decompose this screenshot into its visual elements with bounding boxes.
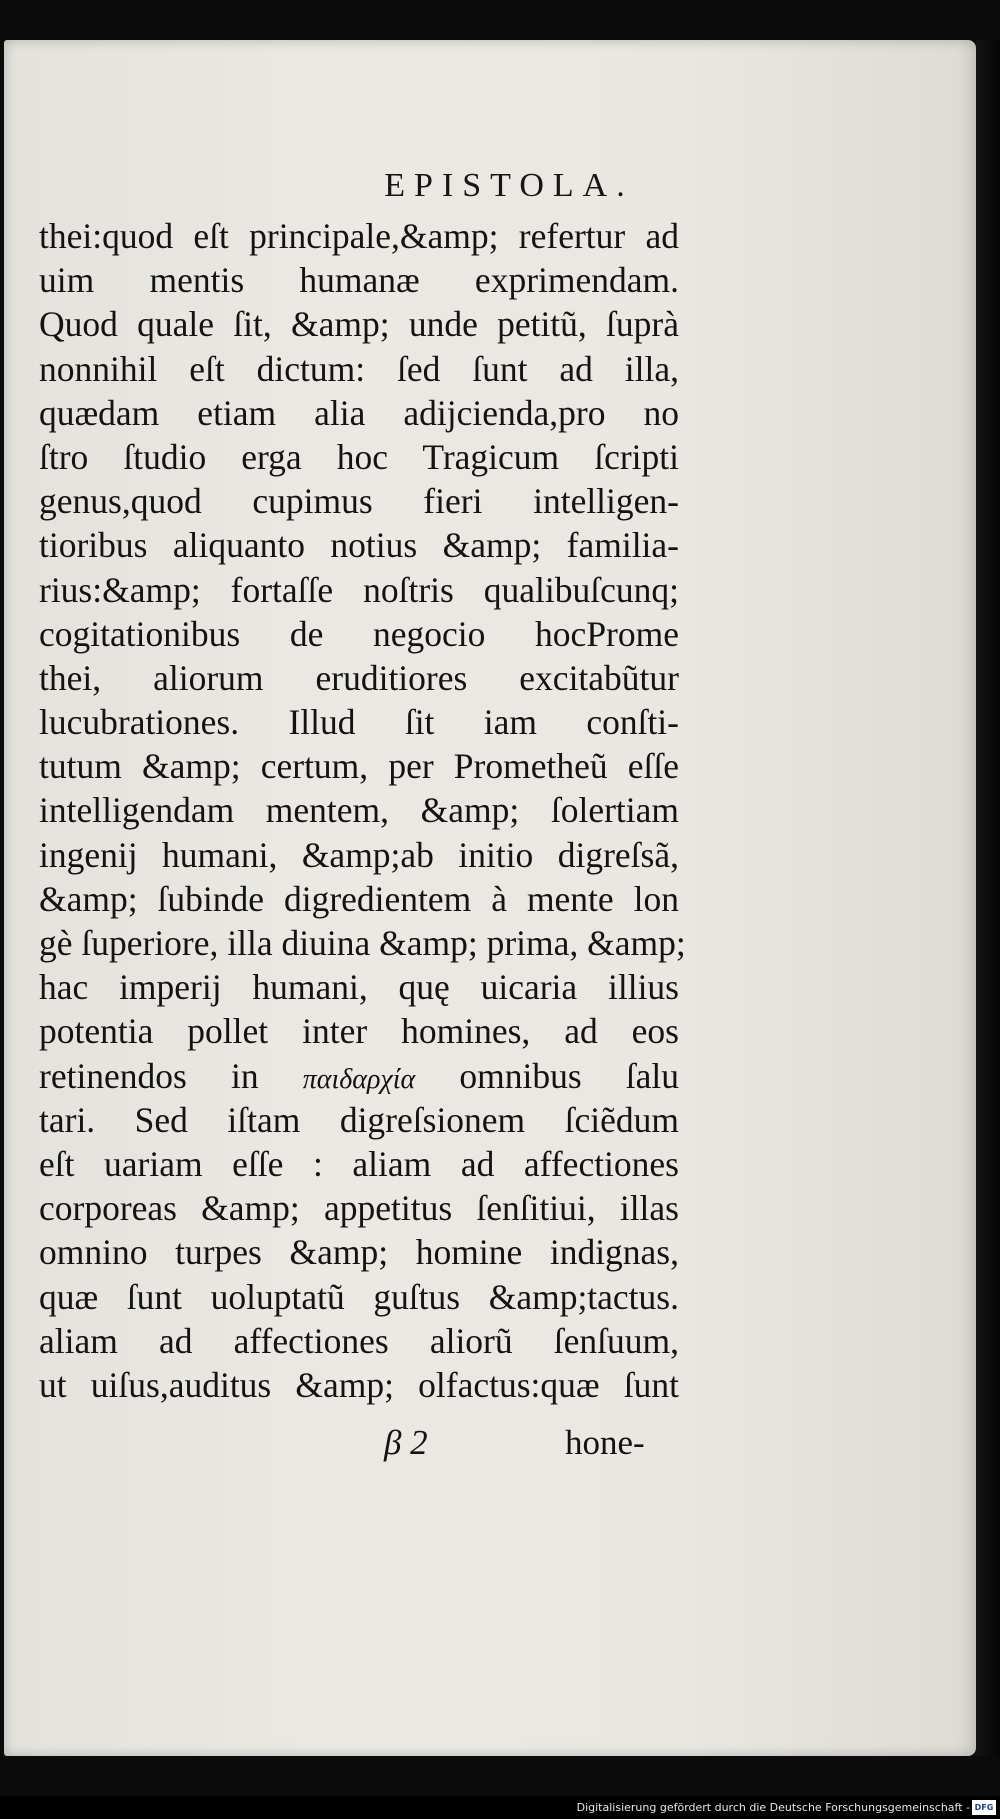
dfg-logo-icon: DFG [972,1800,996,1815]
text-line: cogitationibus de negocio hocProme [39,613,679,654]
text-line: omnino turpes &amp; homine indignas, [39,1232,679,1273]
text-line: lucubrationes. Illud ſit iam conſti- [39,702,679,743]
digitization-credit: Digitalisierung gefördert durch die Deutsche Forschungsgemeinschaft - [576,1801,970,1814]
text-line: thei:quod eſt principale,&amp; refertur ad [39,216,679,256]
text-line: quædam etiam alia adijcienda,pro no [39,392,679,433]
text-line: &amp; ſubinde digredientem à mente lon [39,878,679,919]
text-line: potentia pollet inter homines, ad eos [39,1011,679,1052]
signature-mark: β 2 [384,1423,428,1462]
text-line: rius:&amp; fortaſſe noſtris qualibuſcunq; [39,569,679,610]
text-line: Quod quale ſit, &amp; unde petitũ, ſuprà [39,304,679,345]
text-line: ingenij humani, &amp;ab initio digreſsã, [39,834,679,875]
text-line: nonnihil eſt dictum: ſed ſunt ad illa, [39,348,679,389]
body-text [39,214,686,1407]
text-line: tutum &amp; certum, per Prometheũ eſſe [39,746,679,787]
text-line: corporeas &amp; appetitus ſenſitiui, illas [39,1188,679,1229]
greek-word: παιδαρχία [302,1063,416,1095]
text-line: gè ſuperiore, illa diuina &amp; prima, &amp; [39,923,686,963]
text-line: ſtro ſtudio erga hoc Tragicum ſcripti [39,436,679,477]
text-line: hac imperij humani, quę uicaria illius [39,967,679,1008]
text-line: ut uiſus,auditus &amp; olfactus:quæ ſunt [39,1364,679,1405]
catchword: hone- [565,1423,645,1462]
text-line: quæ ſunt uoluptatũ guſtus &amp;tactus. [39,1276,679,1317]
text-line: thei, aliorum eruditiores excitabũtur [39,657,679,698]
text-line: eſt uariam eſſe : aliam ad affectiones [39,1143,679,1184]
text-line: intelligendam mentem, &amp; ſolertiam [39,790,679,831]
running-title: EPISTOLA. [384,167,634,204]
text-line: aliam ad affectiones aliorũ ſenſuum, [39,1320,679,1361]
text-line: uim mentis humanæ exprimendam. [39,260,679,301]
text-line: tari. Sed iſtam digreſsionem ſciẽdum [39,1099,679,1140]
text-segment: retinendos in [39,1055,259,1096]
text-line: genus,quod cupimus fieri intelligen- [39,481,679,522]
text-line-with-greek [39,1054,679,1098]
text-segment: omnibus ſalu [459,1055,680,1096]
book-edge [976,40,1000,1756]
text-line: tioribus aliquanto notius &amp; familia- [39,525,679,566]
